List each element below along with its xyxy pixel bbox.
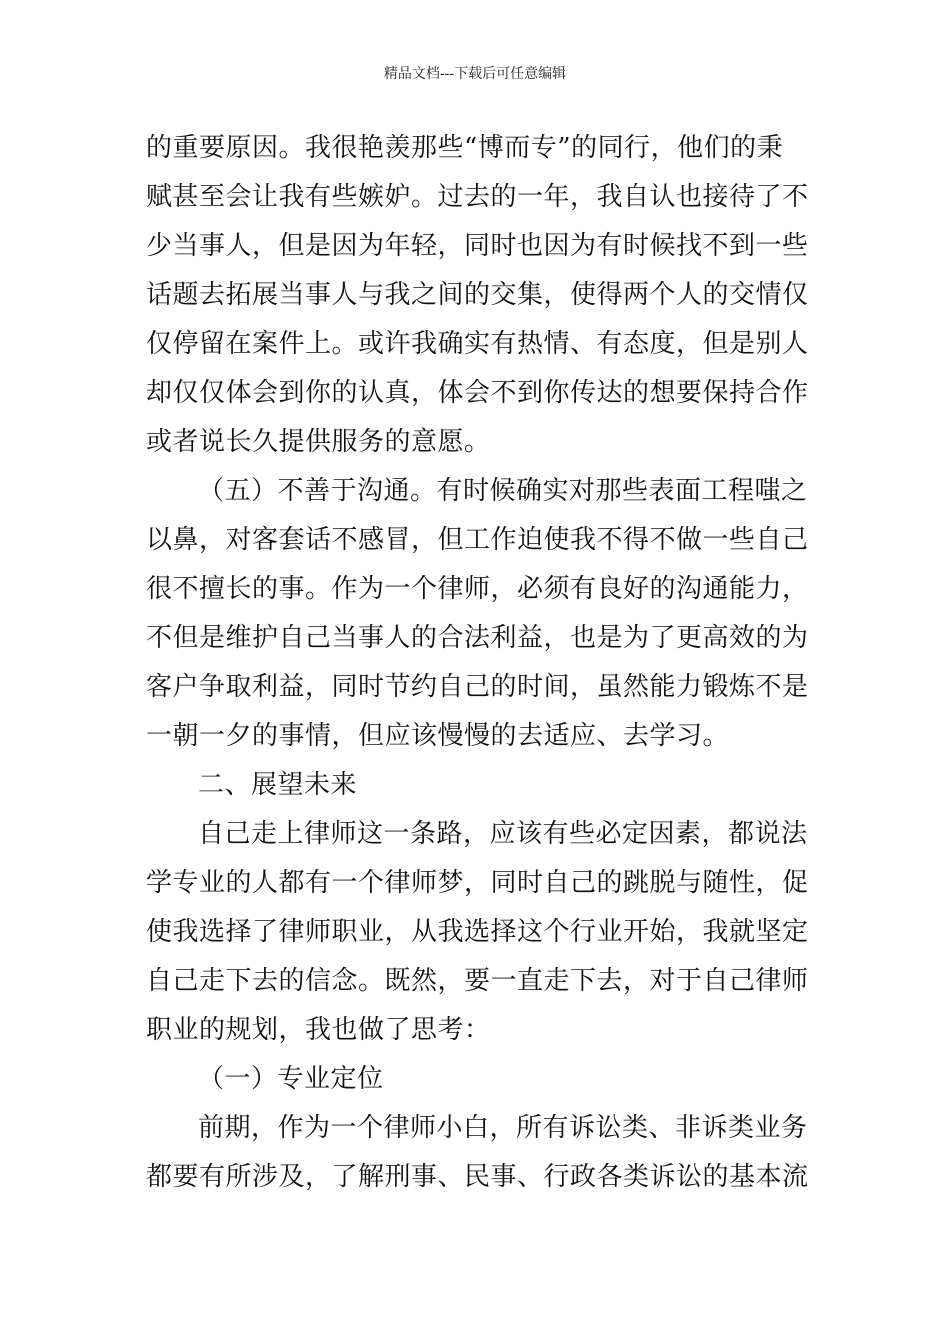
text-line: 一朝一夕的事情，但应该慢慢的去适应、去学习。: [146, 721, 730, 751]
paragraph-start-line: 前期，作为一个律师小白，所有诉讼类、非诉类业务: [198, 1113, 808, 1143]
text-line: 学专业的人都有一个律师梦，同时自己的跳脱与随性，促: [146, 868, 809, 898]
text-line: 却仅仅体会到你的认真，体会不到你传达的想要保持合作: [146, 378, 809, 408]
text-line: 以鼻，对客套话不感冒，但工作迫使我不得不做一些自己: [146, 525, 809, 555]
text-line: 都要有所涉及，了解刑事、民事、行政各类诉讼的基本流: [146, 1162, 809, 1192]
text-line: 很不擅长的事。作为一个律师，必须有良好的沟通能力，: [146, 574, 809, 604]
text-line: 话题去拓展当事人与我之间的交集，使得两个人的交情仅: [146, 280, 809, 310]
paragraph-start-line: 自己走上律师这一条路，应该有些必定因素，都说法: [198, 819, 808, 849]
section-heading: 二、展望未来: [198, 770, 358, 800]
subsection-heading: （一）专业定位: [198, 1064, 384, 1094]
text-line: 使我选择了律师职业，从我选择这个行业开始，我就坚定: [146, 917, 809, 947]
text-line: 不但是维护自己当事人的合法利益，也是为了更高效的为: [146, 623, 809, 653]
document-body: [146, 124, 808, 1202]
text-line: 客户争取利益，同时节约自己的时间，虽然能力锻炼不是: [146, 672, 809, 702]
text-line: 的重要原因。我很艳羡那些“博而专”的同行，他们的秉: [146, 133, 784, 163]
text-line: 仅停留在案件上。或许我确实有热情、有态度，但是别人: [146, 329, 809, 359]
text-line: 赋甚至会让我有些嫉妒。过去的一年，我自认也接待了不: [146, 182, 809, 212]
text-line: 职业的规划，我也做了思考：: [146, 1015, 491, 1045]
text-line: 少当事人，但是因为年轻，同时也因为有时候找不到一些: [146, 231, 809, 261]
text-line: 自己走下去的信念。既然，要一直走下去，对于自己律师: [146, 966, 809, 996]
text-line: 或者说长久提供服务的意愿。: [146, 427, 491, 457]
page-header: 精品文档---下载后可任意编辑: [383, 66, 567, 82]
paragraph-start-line: （五）不善于沟通。有时候确实对那些表面工程嗤之: [198, 476, 808, 506]
